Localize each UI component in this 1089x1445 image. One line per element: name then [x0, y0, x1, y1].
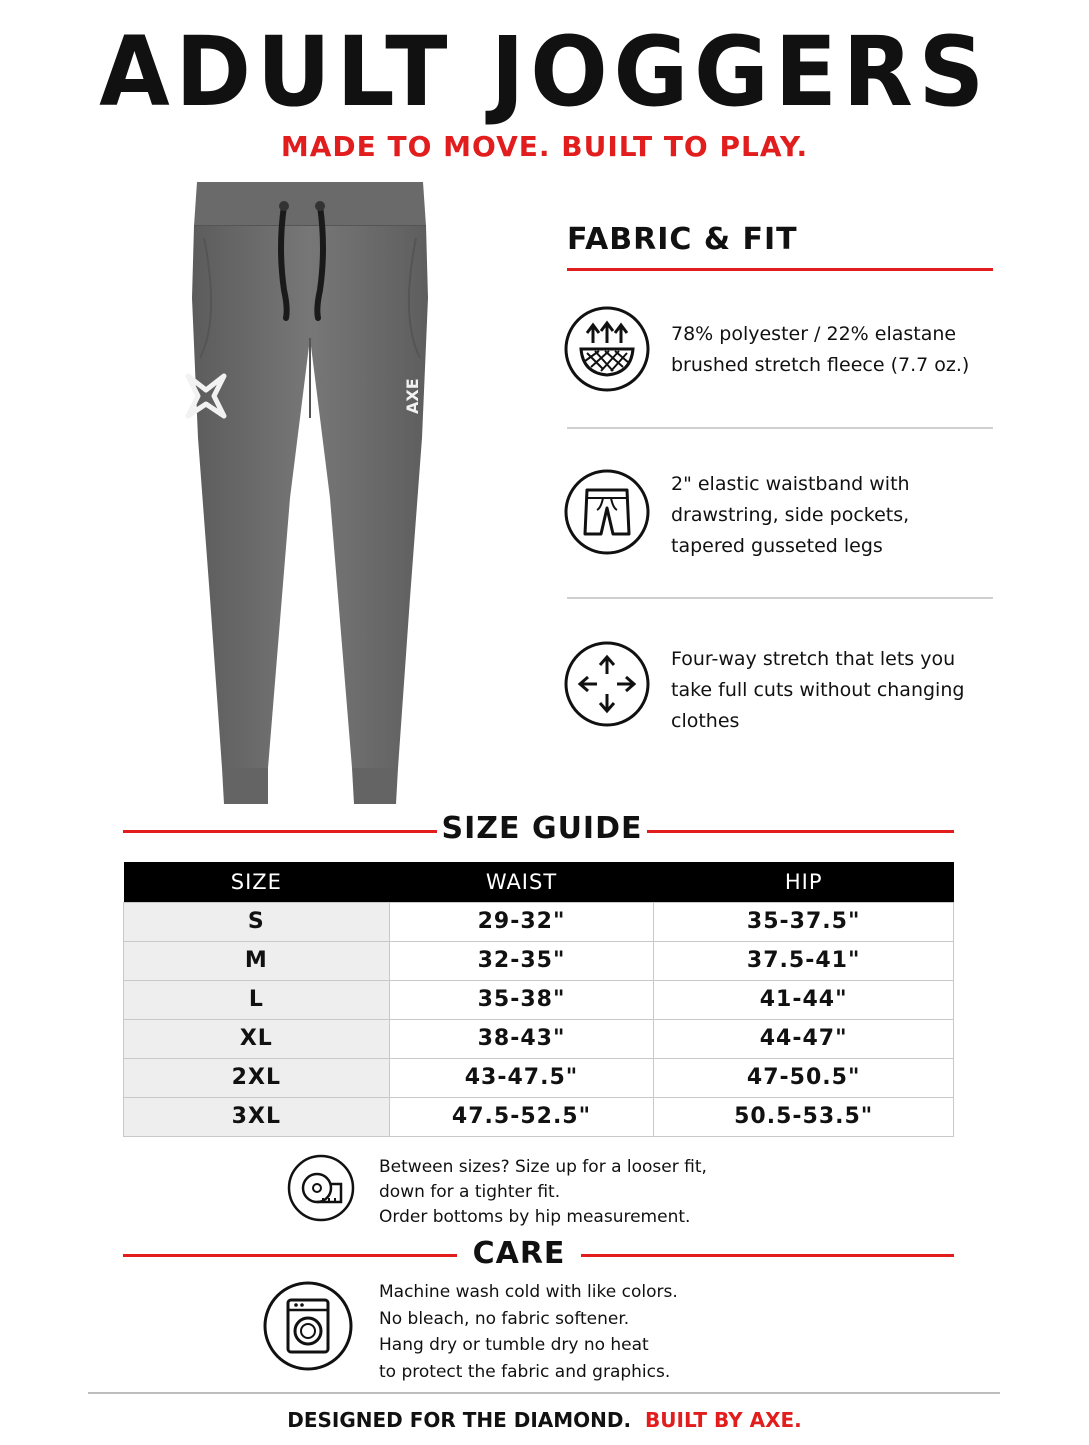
table-row — [124, 941, 954, 980]
size-cell: 2XL — [124, 1058, 390, 1097]
size-note — [379, 1155, 707, 1230]
fabric-fit-heading: FABRIC & FIT — [567, 222, 798, 257]
column-header-waist: WAIST — [389, 862, 654, 902]
note-line: down for a tighter fit. — [379, 1182, 561, 1202]
washing-machine-icon — [262, 1280, 354, 1372]
hip-cell: 47-50.5" — [654, 1058, 954, 1097]
size-guide-rule-left — [123, 830, 437, 833]
size-guide-rule-right — [647, 830, 954, 833]
care-rule-right — [581, 1254, 954, 1257]
size-cell: S — [124, 902, 390, 941]
feature-line: clothes — [671, 710, 740, 732]
divider — [567, 597, 993, 599]
care-instructions — [379, 1279, 678, 1385]
table-row — [124, 1058, 954, 1097]
feature-line: 2" elastic waistband with — [671, 473, 910, 495]
waist-cell: 35-38" — [389, 980, 654, 1019]
feature-line: Four-way stretch that lets you — [671, 648, 956, 670]
column-header-size: SIZE — [124, 862, 390, 902]
hip-cell: 41-44" — [654, 980, 954, 1019]
note-line: Order bottoms by hip measurement. — [379, 1207, 691, 1227]
jogger-pants-image — [160, 178, 460, 818]
size-guide-heading: SIZE GUIDE — [441, 811, 643, 846]
table-row — [124, 902, 954, 941]
feature-waistband-text — [671, 469, 1011, 562]
care-rule-left — [123, 1254, 457, 1257]
footer-brand-text: BUILT BY AXE. — [645, 1408, 802, 1432]
care-line: Machine wash cold with like colors. — [379, 1282, 678, 1302]
table-row — [124, 1019, 954, 1058]
axe-logo-text: AXE — [403, 378, 422, 414]
hip-cell: 50.5-53.5" — [654, 1097, 954, 1136]
feature-line: 78% polyester / 22% elastane — [671, 323, 957, 345]
feature-line: brushed stretch fleece (7.7 oz.) — [671, 354, 970, 376]
feature-fabric-text — [671, 319, 1011, 381]
table-row — [124, 1097, 954, 1136]
care-heading: CARE — [472, 1236, 566, 1271]
size-cell: 3XL — [124, 1097, 390, 1136]
waist-cell: 29-32" — [389, 902, 654, 941]
size-cell: M — [124, 941, 390, 980]
care-line: No bleach, no fabric softener. — [379, 1308, 630, 1329]
hip-cell: 44-47" — [654, 1019, 954, 1058]
waist-cell: 47.5-52.5" — [389, 1097, 654, 1136]
care-line: to protect the fabric and graphics. — [379, 1361, 671, 1382]
feature-line: take full cuts without changing — [671, 679, 965, 701]
footer-left-text: DESIGNED FOR THE DIAMOND. — [287, 1408, 632, 1432]
waist-cell: 32-35" — [389, 941, 654, 980]
size-table — [123, 862, 954, 1137]
feature-line: drawstring, side pockets, — [671, 504, 910, 526]
note-line: Between sizes? Size up for a looser fit, — [379, 1157, 707, 1177]
care-line: Hang dry or tumble dry no heat — [379, 1335, 649, 1355]
footer-divider — [88, 1392, 1000, 1394]
hip-cell: 37.5-41" — [654, 941, 954, 980]
column-header-hip: HIP — [654, 862, 954, 902]
feature-line: tapered gusseted legs — [671, 535, 883, 557]
hip-cell: 35-37.5" — [654, 902, 954, 941]
size-cell: L — [124, 980, 390, 1019]
table-header-row — [124, 862, 954, 902]
size-cell: XL — [124, 1019, 390, 1058]
waist-cell: 43-47.5" — [389, 1058, 654, 1097]
footer — [0, 1408, 1089, 1432]
shorts-waistband-icon — [563, 468, 651, 556]
tape-measure-icon — [287, 1154, 355, 1222]
feature-stretch-text — [671, 644, 1011, 737]
table-row — [124, 980, 954, 1019]
fabric-mesh-icon — [563, 305, 651, 393]
divider — [567, 427, 993, 429]
fabric-fit-rule — [567, 268, 993, 271]
waist-cell: 38-43" — [389, 1019, 654, 1058]
four-way-arrows-icon — [563, 640, 651, 728]
tagline: MADE TO MOVE. BUILT TO PLAY. — [280, 130, 809, 163]
page-title: ADULT JOGGERS — [99, 16, 990, 128]
